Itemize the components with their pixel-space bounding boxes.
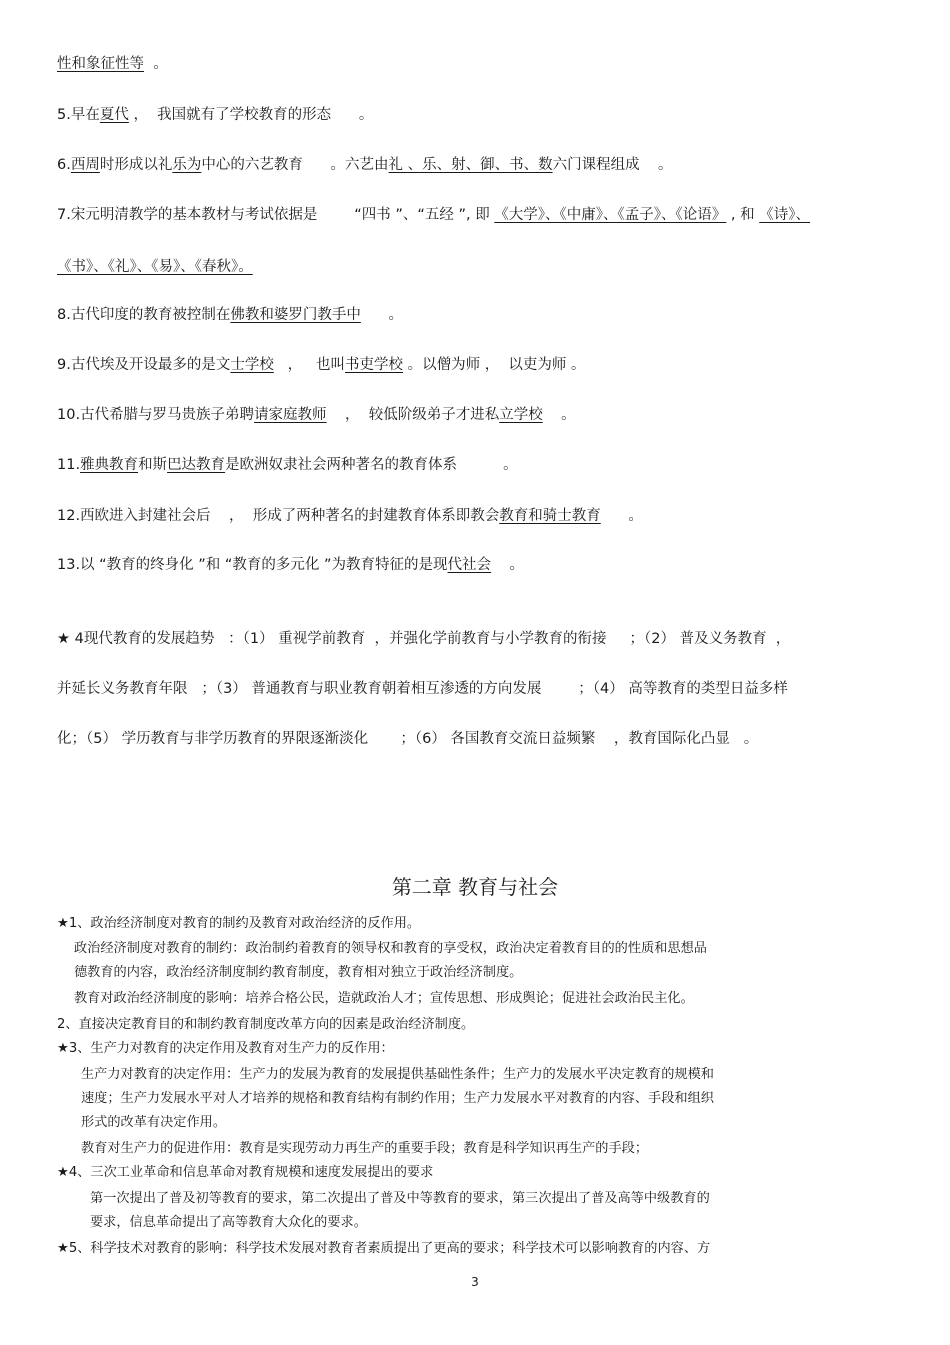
chapter-title: 第二章 教育与社会 [391, 875, 559, 899]
item-6: 6.西周时形成以礼乐为中心的六艺教育 。六艺由礼 、乐、射、御、书、数六门课程组成 。 [57, 157, 673, 173]
item-13: 13.以 “教育的终身化 ”和 “教育的多元化 ”为教育特征的是现代社会 。 [57, 557, 524, 573]
section2-line-4: 教育对政治经济制度的影响：培养合格公民，造就政治人才；宣传思想、形成舆论；促进社会政治民主化。 [74, 991, 694, 1006]
item-11: 11.雅典教育和斯巴达教育是欧洲奴隶社会两种著名的教育体系 。 [57, 457, 518, 473]
section2-line-6: ★3、生产力对教育的决定作用及教育对生产力的反作用： [57, 1041, 394, 1056]
item-5: 5.早在夏代 ， 我国就有了学校教育的形态 。 [57, 107, 374, 123]
item-7-line-2: 《书》、《礼》、《易》、《春秋》。 [57, 259, 253, 275]
section2-line-5: 2、直接决定教育目的和制约教育制度改革方向的因素是政治经济制度。 [57, 1017, 475, 1032]
item-7-line-1: 7.宋元明清教学的基本教材与考试依据是 “四书 ”、“五经 ”, 即 《大学》、《中庸》、《孟子》、《论语》 , 和 《诗》、 [57, 207, 810, 223]
item-10: 10.古代希腊与罗马贵族子弟聘请家庭教师 ， 较低阶级弟子才进私立学校 。 [57, 407, 576, 423]
section2-line-3: 德教育的内容，政治经济制度制约教育制度，教育相对独立于政治经济制度。 [74, 965, 523, 980]
section2-line-1: ★1、政治经济制度对教育的制约及教育对政治经济的反作用。 [57, 916, 421, 931]
section2-line-2: 政治经济制度对教育的制约：政治制约着教育的领导权和教育的享受权，政治决定着教育目的的性质和思想品 [74, 941, 707, 956]
section2-line-10: 教育对生产力的促进作用：教育是实现劳动力再生产的重要手段；教育是科学知识再生产的手段； [81, 1141, 649, 1156]
trend-line-2: 并延长义务教育年限 ；（3） 普通教育与职业教育朝着相互渗透的方向发展 ；（4） 高等教育的类型日益多样 [57, 681, 788, 697]
section2-line-9: 形式的改革有决定作用。 [81, 1115, 227, 1130]
item-12: 12.西欧进入封建社会后 ， 形成了两种著名的封建教育体系即教会教育和骑士教育 。 [57, 508, 643, 524]
section2-line-13: 要求，信息革命提出了高等教育大众化的要求。 [90, 1215, 367, 1230]
section2-line-12: 第一次提出了普及初等教育的要求，第二次提出了普及中等教育的要求，第三次提出了普及高等中级教育的 [90, 1191, 710, 1206]
section2-line-14: ★5、科学技术对教育的影响：科学技术发展对教育者素质提出了更高的要求；科学技术可以影响教育的内容、方 [57, 1241, 711, 1256]
section2-line-8: 速度；生产力发展水平对人才培养的规格和教育结构有制约作用；生产力发展水平对教育的内容、手段和组织 [81, 1091, 714, 1106]
trend-line-1: ★ 4现代教育的发展趋势 ：（1） 重视学前教育 ，并强化学前教育与小学教育的衔接 ；（2） 普及义务教育 ， [57, 631, 791, 647]
item-9: 9.古代埃及开设最多的是文士学校 ， 也叫书吏学校 。以僧为师 ， 以吏为师 。 [57, 357, 586, 373]
item-8: 8.古代印度的教育被控制在佛教和婆罗门教手中 。 [57, 307, 403, 323]
text-line-0: 性和象征性等 。 [57, 56, 168, 72]
trend-line-3: 化；（5） 学历教育与非学历教育的界限逐渐淡化 ；（6） 各国教育交流日益频繁 ，教育国际化凸显 。 [57, 731, 759, 747]
section2-line-7: 生产力对教育的决定作用：生产力的发展为教育的发展提供基础性条件；生产力的发展水平决定教育的规模和 [81, 1067, 714, 1082]
page-number: 3 [471, 1275, 479, 1289]
section2-line-11: ★4、三次工业革命和信息革命对教育规模和速度发展提出的要求 [57, 1165, 434, 1180]
